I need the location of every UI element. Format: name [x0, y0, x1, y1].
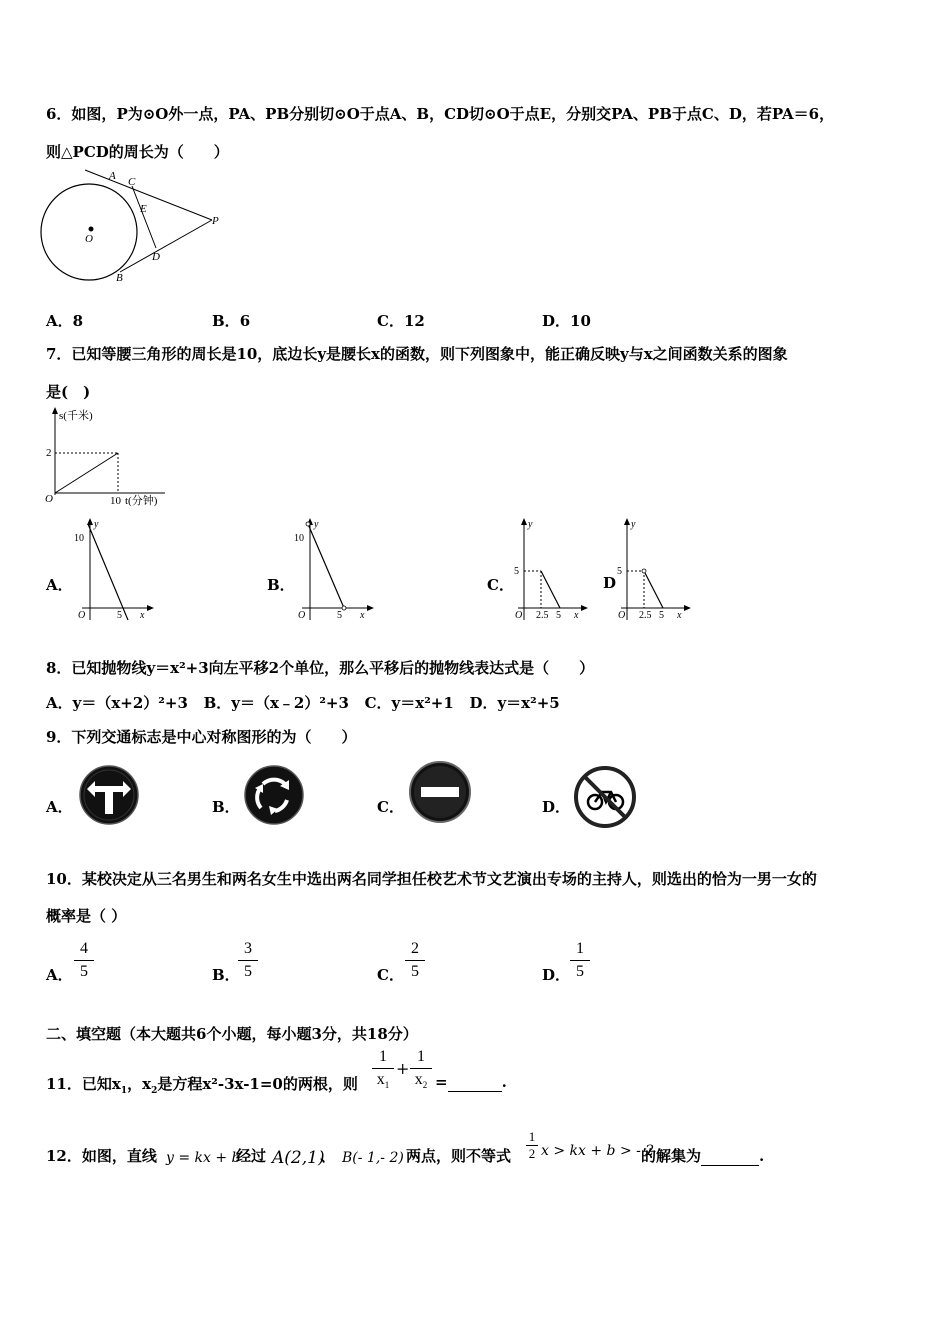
q7-option-a[interactable]: A．: [46, 576, 73, 594]
q11-frac1: 1 $x_1$: [372, 1048, 394, 1094]
q9-option-a[interactable]: A．: [46, 798, 73, 816]
q9-option-c[interactable]: C．: [377, 798, 404, 816]
q12-point-a: A(2,1): [272, 1148, 325, 1168]
no-entry-sign-icon[interactable]: [408, 760, 472, 824]
svg-text:10: 10: [74, 533, 84, 544]
svg-text:O: O: [78, 610, 86, 621]
q7-line1: 7．已知等腰三角形的周长是10，底边长y是腰长x的函数，则下列图象中，能正确反映y与x之间函数关系的图象: [46, 345, 788, 363]
svg-text:5: 5: [117, 610, 122, 621]
circle-o: [41, 184, 137, 280]
svg-text:5: 5: [659, 610, 664, 621]
q8-option-d[interactable]: D．y＝x²+5: [469, 694, 560, 712]
q6-line1: 6．如图，P为⊙O外一点，PA、PB分别切⊙O于点A、B，CD切⊙O于点E，分别交PA、PB于点C、D，若PA＝6，: [46, 105, 835, 123]
center-dot: [89, 227, 94, 232]
svg-text:x: x: [677, 610, 682, 621]
q11-frac2: 1 $x_2$: [410, 1048, 432, 1094]
svg-text:5: 5: [556, 610, 561, 621]
q9-line: 9．下列交通标志是中心对称图形的为（ ）: [46, 728, 357, 746]
q12-pre: 12．如图，直线: [46, 1147, 157, 1165]
q7-graph-b[interactable]: [292, 516, 374, 622]
q10-option-d[interactable]: D．: [542, 966, 571, 984]
label-a: A: [109, 170, 116, 182]
label-c: C: [128, 176, 136, 188]
svg-text:10: 10: [294, 533, 304, 544]
svg-text:y: y: [314, 519, 319, 530]
section-2-heading: 二、填空题（本大题共6个小题，每小题3分，共18分）: [46, 1025, 418, 1043]
ref-xtick: 10: [110, 495, 121, 507]
q12-line-expr: y = kx + b: [166, 1150, 241, 1166]
q7-option-b[interactable]: B．: [267, 576, 295, 594]
turn-left-right-sign-icon[interactable]: [78, 764, 140, 826]
q7-line2: 是( ): [46, 383, 91, 401]
label-d: D: [152, 251, 160, 263]
q11-answer-blank[interactable]: [448, 1073, 502, 1092]
q10-line2: 概率是（ ）: [46, 907, 127, 925]
label-p: P: [212, 215, 219, 227]
q12-post: 的解集为 .: [641, 1147, 765, 1165]
q10-frac-c: 2 5: [405, 940, 425, 981]
label-o: O: [85, 233, 93, 245]
no-bicycle-sign-icon[interactable]: [574, 766, 636, 828]
q12-answer-blank[interactable]: [701, 1147, 759, 1166]
q7-graph-a[interactable]: [72, 516, 154, 622]
svg-text:5: 5: [337, 610, 342, 621]
svg-text:5: 5: [617, 566, 622, 577]
ref-xlabel: t(分钟): [125, 495, 158, 507]
q10-frac-d: 1 5: [570, 940, 590, 981]
q7-reference-graph: [40, 405, 175, 510]
ref-ytick: 2: [46, 447, 52, 459]
tangent-cd: [132, 186, 156, 248]
q8-option-b[interactable]: B．y＝（x﹣2）²+3: [203, 694, 349, 712]
q10-option-b[interactable]: B．: [212, 966, 240, 984]
q10-frac-a: 4 5: [74, 940, 94, 981]
svg-text:y: y: [528, 519, 533, 530]
svg-text:x: x: [140, 610, 145, 621]
q12-mid1: 经过: [236, 1147, 267, 1165]
svg-text:x: x: [574, 610, 579, 621]
q6-option-b[interactable]: B．6: [212, 312, 251, 330]
svg-text:y: y: [94, 519, 99, 530]
q8-option-a[interactable]: A．y＝（x+2）²+3: [46, 694, 188, 712]
q12-mid2: 两点，则不等式: [406, 1147, 512, 1165]
q10-frac-b: 3 5: [238, 940, 258, 981]
q6-line2: 则△PCD的周长为（ ）: [46, 143, 229, 161]
q6-circle-figure: [40, 168, 230, 286]
svg-text:O: O: [515, 610, 523, 621]
q11-answer: = .: [435, 1073, 507, 1091]
q12-frac: 1 2: [526, 1130, 538, 1161]
q7-option-c[interactable]: C．: [487, 576, 514, 594]
q11-plus: +: [396, 1059, 410, 1078]
label-b: B: [116, 272, 123, 284]
ref-origin: O: [45, 493, 53, 505]
q8-option-c[interactable]: C．y＝x²+1: [364, 694, 454, 712]
label-e: E: [140, 203, 147, 215]
q6-option-d[interactable]: D．10: [542, 312, 591, 330]
q11-text: 11．已知$x_1$，$x_2$是方程x²-3x-1=0的两根，则: [46, 1075, 358, 1096]
q12-inequality: x > kx + b > - 2: [541, 1143, 655, 1159]
q9-option-b[interactable]: B．: [212, 798, 240, 816]
svg-text:x: x: [360, 610, 365, 621]
roundabout-sign-icon[interactable]: [243, 764, 305, 826]
svg-text:O: O: [618, 610, 626, 621]
tangent-pa: [85, 170, 212, 220]
svg-text:2.5: 2.5: [536, 610, 549, 621]
q12-sep: 、: [320, 1147, 336, 1165]
q10-line1: 10．某校决定从三名男生和两名女生中选出两名同学担任校艺术节文艺演出专场的主持人，则选出的恰为一男一女的: [46, 870, 817, 888]
q6-option-c[interactable]: C．12: [377, 312, 425, 330]
tangent-pb: [120, 220, 212, 272]
q8-line: 8．已知抛物线y＝x²+3向左平移2个单位，那么平移后的抛物线表达式是（ ）: [46, 659, 595, 677]
q8-options: [46, 692, 560, 713]
svg-text:y: y: [631, 519, 636, 530]
q10-option-c[interactable]: C．: [377, 966, 404, 984]
q10-option-a[interactable]: A．: [46, 966, 73, 984]
q12-point-b: B(- 1,- 2): [342, 1150, 404, 1166]
q6-option-a[interactable]: A．8: [46, 312, 84, 330]
svg-text:2.5: 2.5: [639, 610, 652, 621]
q9-option-d[interactable]: D．: [542, 798, 571, 816]
svg-text:5: 5: [514, 566, 519, 577]
svg-text:O: O: [298, 610, 306, 621]
q7-option-d[interactable]: D: [603, 574, 617, 592]
q7-graph-d[interactable]: [611, 516, 691, 622]
ref-ylabel: s(千米): [59, 410, 93, 422]
q7-graph-c[interactable]: [508, 516, 588, 622]
